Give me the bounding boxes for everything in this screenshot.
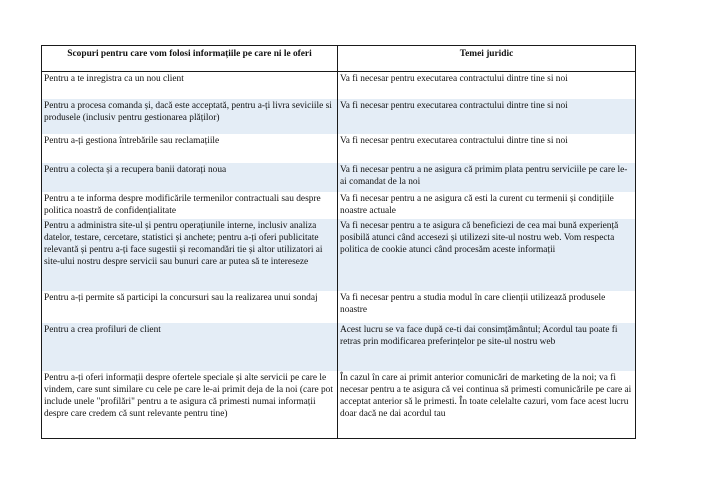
table-row [42,371,636,439]
legal-basis-cell: Va fi necesar pentru executarea contractului dintre tine si noi [338,99,636,134]
table-row [42,134,636,163]
table-row [42,99,636,134]
purpose-cell: Pentru a-ți oferi informații despre ofertele speciale și alte servicii pe care le vindem, care sunt similare cu cele pe care le-ai primit deja de la noi (care pot include unele "profilări" pentru a te asigura că primesti numai informații despre care credem că sunt relevante pentru tine) [42,371,338,439]
purpose-cell: Pentru a administra site-ul și pentru operațiunile interne, inclusiv analiza datelor, testare, cercetare, statistici și anchete; pentru a-ți oferi publicitate relevantă și pentru a-ți face sugestii și recomandări tie și altor utilizatori ai site-ului nostru despre servicii sau bunuri care ar putea să te intereseze [42,219,338,291]
legal-basis-cell: În cazul în care ai primit anterior comunicări de marketing de la noi; va fi necesar pentru a te asigura că vei continua să primesti comunicările pe care ai acceptat anterior să le primesti. În toate celelalte cazuri, vom face acest lucru doar dacă ne dai acordul tau [338,371,636,439]
table-row [42,72,636,99]
legal-basis-table [41,45,636,439]
legal-basis-cell: Va fi necesar pentru a ne asigura că esti la curent cu termenii și condițiile noastre actuale [338,192,636,219]
header-legal-basis: Temei juridic [338,46,636,72]
legal-basis-cell: Va fi necesar pentru a studia modul în care clienții utilizează produsele noastre [338,291,636,323]
table-row [42,163,636,192]
table-row [42,291,636,323]
purpose-cell: Pentru a-ți gestiona întrebările sau reclamațiile [42,134,338,163]
legal-basis-cell: Acest lucru se va face după ce-ti dai consimțământul; Acordul tau poate fi retras prin modificarea preferințelor pe site-ul nostru web [338,323,636,371]
purpose-cell: Pentru a te inregistra ca un nou client [42,72,338,99]
header-purposes: Scopuri pentru care vom folosi informațiile pe care ni le oferi [42,46,338,72]
purpose-cell: Pentru a procesa comanda și, dacă este acceptată, pentru a-ți livra seviciile si produsele (inclusiv pentru gestionarea plăților) [42,99,338,134]
legal-basis-cell: Va fi necesar pentru a ne asigura că primim plata pentru serviciile pe care le-ai comandat de la noi [338,163,636,192]
legal-basis-cell: Va fi necesar pentru executarea contractului dintre tine si noi [338,72,636,99]
table-row [42,192,636,219]
table-row [42,219,636,291]
purpose-cell: Pentru a crea profiluri de client [42,323,338,371]
purpose-cell: Pentru a-ți permite să participi la concursuri sau la realizarea unui sondaj [42,291,338,323]
table-row [42,323,636,371]
table-header-row [42,46,636,72]
legal-basis-cell: Va fi necesar pentru executarea contractului dintre tine si noi [338,134,636,163]
legal-basis-cell: Va fi necesar pentru a te asigura că beneficiezi de cea mai bună experiență posibilă atunci când accesezi și utilizezi site-ul nostru web. Vom respecta politica de cookie atunci când procesăm aceste informații [338,219,636,291]
purpose-cell: Pentru a te informa despre modificările termenilor contractuali sau despre politica noastră de confidențialitate [42,192,338,219]
purpose-cell: Pentru a colecta și a recupera banii datorați noua [42,163,338,192]
